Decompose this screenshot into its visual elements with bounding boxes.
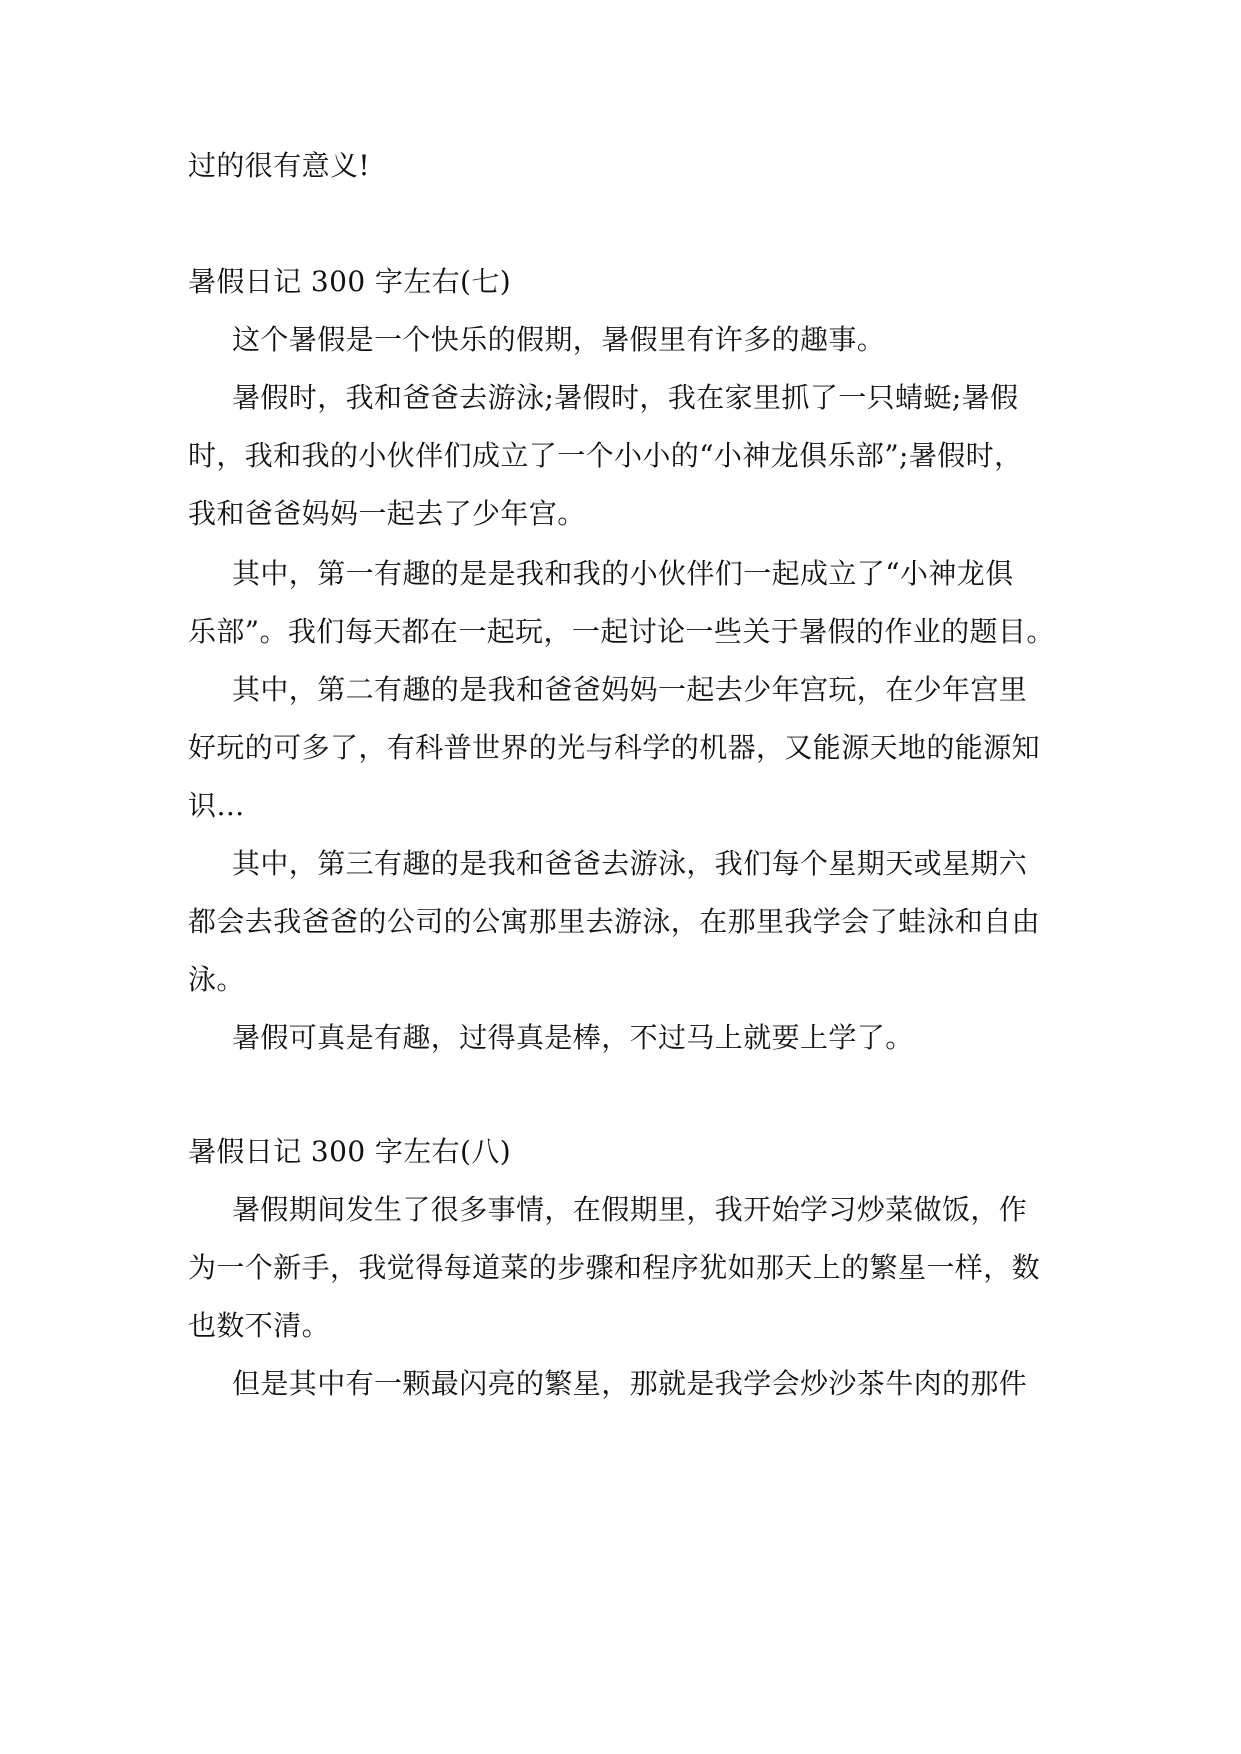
paragraph-line: 乐部”。我们每天都在一起玩，一起讨论一些关于暑假的作业的题目。 <box>188 615 1055 648</box>
paragraph-line: 但是其中有一颗最闪亮的繁星，那就是我学会炒沙茶牛肉的那件 <box>232 1367 1028 1400</box>
paragraph-line: 泳。 <box>188 963 245 996</box>
paragraph-line: 暑假时，我和爸爸去游泳;暑假时，我在家里抓了一只蜻蜓;暑假 <box>232 381 1019 414</box>
section-heading-7: 暑假日记 300 字左右(七) <box>188 265 512 298</box>
paragraph-line: 其中，第三有趣的是我和爸爸去游泳，我们每个星期天或星期六 <box>232 847 1028 880</box>
paragraph-line: 过的很有意义! <box>188 149 371 182</box>
paragraph-line: 暑假可真是有趣，过得真是棒，不过马上就要上学了。 <box>232 1021 914 1054</box>
paragraph-line: 暑假期间发生了很多事情，在假期里，我开始学习炒菜做饭，作 <box>232 1193 1028 1226</box>
paragraph-line: 我和爸爸妈妈一起去了少年宫。 <box>188 497 586 530</box>
paragraph-line: 好玩的可多了，有科普世界的光与科学的机器，又能源天地的能源知 <box>188 731 1041 764</box>
paragraph-line: 为一个新手，我觉得每道菜的步骤和程序犹如那天上的繁星一样，数 <box>188 1251 1041 1284</box>
paragraph-line: 这个暑假是一个快乐的假期，暑假里有许多的趣事。 <box>232 323 886 356</box>
paragraph-line: 其中，第一有趣的是是我和我的小伙伴们一起成立了“小神龙俱 <box>232 557 1014 590</box>
paragraph-line: 识… <box>188 789 245 822</box>
paragraph-line: 其中，第二有趣的是我和爸爸妈妈一起去少年宫玩，在少年宫里 <box>232 673 1028 706</box>
paragraph-line: 也数不清。 <box>188 1309 331 1342</box>
paragraph-line: 时，我和我的小伙伴们成立了一个小小的“小神龙俱乐部”;暑假时， <box>188 439 1023 472</box>
paragraph-line: 都会去我爸爸的公司的公寓那里去游泳，在那里我学会了蛙泳和自由 <box>188 905 1041 938</box>
section-heading-8: 暑假日记 300 字左右(八) <box>188 1135 512 1168</box>
